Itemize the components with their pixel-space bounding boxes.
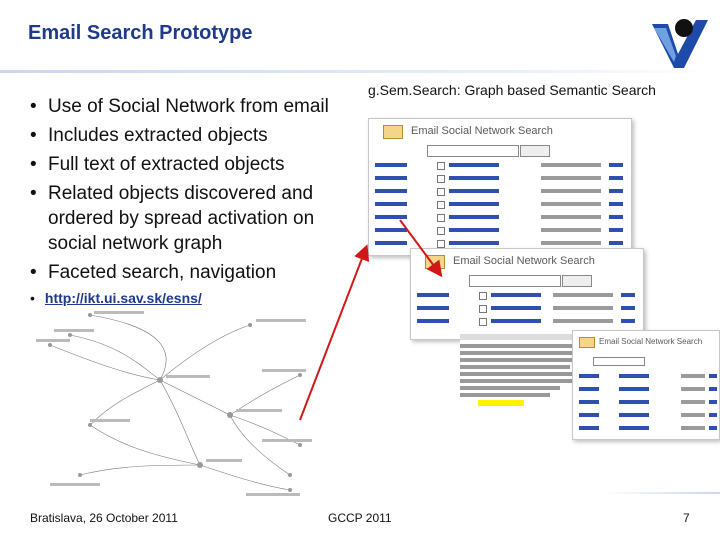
slide-subtitle: g.Sem.Search: Graph based Semantic Search bbox=[368, 82, 656, 98]
search-field bbox=[427, 145, 519, 157]
search-button-mini bbox=[562, 275, 592, 287]
search-screenshot-3 bbox=[572, 330, 720, 440]
bullet-text: Includes extracted objects bbox=[48, 125, 268, 146]
bullet-dot: • bbox=[30, 262, 37, 283]
bullet-list bbox=[26, 94, 356, 289]
panel-title: Email Social Network Search bbox=[411, 125, 553, 137]
search-button-mini bbox=[520, 145, 550, 157]
envelope-icon bbox=[383, 125, 403, 139]
bullet-item bbox=[26, 152, 356, 177]
link-bullet bbox=[30, 290, 202, 306]
search-screenshot-2 bbox=[410, 248, 644, 340]
bullet-text: Related objects discovered and ordered by spread activation on social network graph bbox=[48, 183, 315, 254]
slide-title: Email Search Prototype bbox=[28, 22, 253, 44]
bullet-text: Faceted search, navigation bbox=[48, 262, 277, 283]
panel-title: Email Social Network Search bbox=[599, 337, 703, 346]
search-field bbox=[593, 357, 645, 366]
title-divider bbox=[0, 70, 720, 73]
bullet-dot: • bbox=[30, 183, 37, 204]
footer-location-date: Bratislava, 26 October 2011 bbox=[30, 511, 178, 525]
bullet-item bbox=[26, 123, 356, 148]
footer-event: GCCP 2011 bbox=[328, 511, 392, 525]
social-network-graph bbox=[30, 305, 330, 505]
bullet-text: Full text of extracted objects bbox=[48, 154, 285, 175]
bullet-text: Use of Social Network from email bbox=[48, 96, 329, 117]
bullet-item bbox=[26, 181, 356, 256]
bullet-item bbox=[26, 260, 356, 285]
project-link[interactable]: http://ikt.ui.sav.sk/esns/ bbox=[44, 290, 202, 306]
search-screenshot-1 bbox=[368, 118, 632, 256]
bullet-dot: • bbox=[30, 290, 35, 306]
bullet-dot: • bbox=[30, 96, 37, 117]
institute-logo-icon bbox=[648, 14, 712, 72]
footer-divider bbox=[600, 492, 720, 494]
bullet-dot: • bbox=[30, 154, 37, 175]
panel-title: Email Social Network Search bbox=[453, 255, 595, 267]
envelope-icon bbox=[425, 255, 445, 269]
slide-number: 7 bbox=[683, 511, 690, 525]
bullet-dot: • bbox=[30, 125, 37, 146]
bullet-item bbox=[26, 94, 356, 119]
envelope-icon bbox=[579, 337, 595, 348]
search-field bbox=[469, 275, 561, 287]
